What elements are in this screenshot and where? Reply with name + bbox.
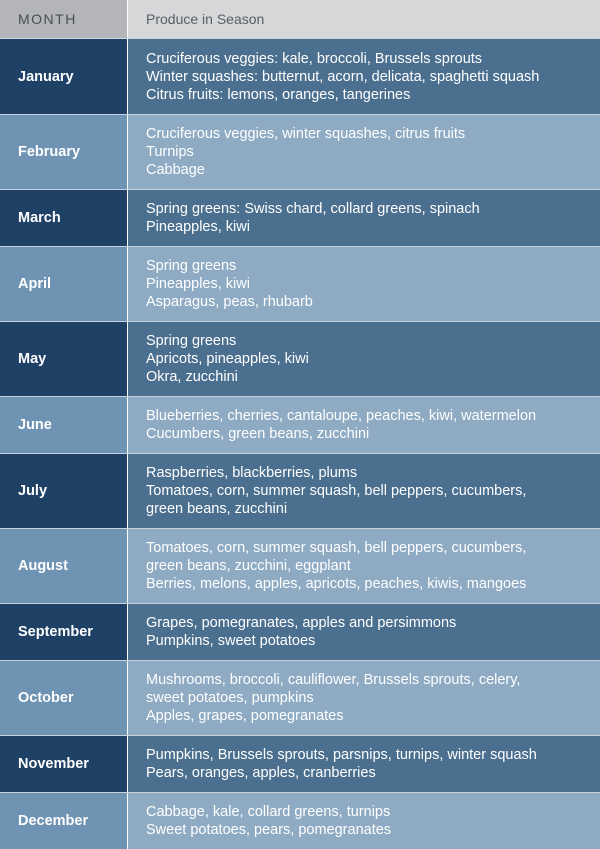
- month-cell: November: [0, 736, 127, 792]
- produce-cell: [128, 397, 600, 453]
- produce-line: Tomatoes, corn, summer squash, bell peppers, cucumbers,: [146, 483, 527, 499]
- produce-line: Turnips: [146, 144, 194, 160]
- table-row: [0, 114, 600, 189]
- produce-line: Berries, melons, apples, apricots, peaches, kiwis, mangoes: [146, 576, 527, 592]
- produce-line: green beans, zucchini: [146, 501, 288, 517]
- produce-line: sweet potatoes, pumpkins: [146, 690, 314, 706]
- produce-line: Cucumbers, green beans, zucchini: [146, 426, 370, 442]
- produce-line: Apples, grapes, pomegranates: [146, 708, 344, 724]
- produce-cell: [128, 529, 600, 603]
- produce-line: Grapes, pomegranates, apples and persimmons: [146, 615, 457, 631]
- produce-line: Pumpkins, sweet potatoes: [146, 633, 316, 649]
- produce-line: Pineapples, kiwi: [146, 276, 250, 292]
- produce-cell: [128, 736, 600, 792]
- month-cell: October: [0, 661, 127, 735]
- month-cell: September: [0, 604, 127, 660]
- produce-line: Mushrooms, broccoli, cauliflower, Brussels sprouts, celery,: [146, 672, 521, 688]
- produce-cell: [128, 39, 600, 114]
- produce-line: Asparagus, peas, rhubarb: [146, 294, 313, 310]
- month-cell: January: [0, 39, 127, 114]
- table-row: [0, 792, 600, 849]
- produce-line: green beans, zucchini, eggplant: [146, 558, 351, 574]
- table-row: [0, 38, 600, 114]
- produce-line: Cabbage, kale, collard greens, turnips: [146, 804, 391, 820]
- table-row: [0, 396, 600, 453]
- produce-line: Spring greens: [146, 333, 237, 349]
- month-cell: June: [0, 397, 127, 453]
- produce-line: Tomatoes, corn, summer squash, bell peppers, cucumbers,: [146, 540, 527, 556]
- produce-line: Pineapples, kiwi: [146, 219, 250, 235]
- produce-cell: [128, 604, 600, 660]
- produce-line: Citrus fruits: lemons, oranges, tangerines: [146, 86, 411, 103]
- table-row: [0, 735, 600, 792]
- produce-cell: [128, 661, 600, 735]
- produce-cell: [128, 190, 600, 246]
- table-row: [0, 246, 600, 321]
- produce-cell: [128, 115, 600, 189]
- table-row: [0, 189, 600, 246]
- month-cell: February: [0, 115, 127, 189]
- produce-line: Okra, zucchini: [146, 369, 238, 385]
- produce-cell: [128, 793, 600, 849]
- produce-line: Sweet potatoes, pears, pomegranates: [146, 822, 392, 838]
- produce-line: Cruciferous veggies, winter squashes, citrus fruits: [146, 126, 466, 142]
- produce-line: Cabbage: [146, 162, 205, 178]
- table-row: [0, 321, 600, 396]
- produce-line: Pears, oranges, apples, cranberries: [146, 765, 376, 781]
- table-body: [0, 38, 600, 849]
- table-row: [0, 603, 600, 660]
- produce-cell: [128, 454, 600, 528]
- produce-cell: [128, 247, 600, 321]
- produce-line: Winter squashes: butternut, acorn, delicata, spaghetti squash: [146, 68, 540, 85]
- produce-column-header: Produce in Season: [128, 0, 600, 38]
- produce-line: Spring greens: Swiss chard, collard greens, spinach: [146, 201, 480, 217]
- produce-cell: [128, 322, 600, 396]
- month-column-header: MONTH: [0, 0, 127, 38]
- month-cell: July: [0, 454, 127, 528]
- table-header: [0, 0, 600, 38]
- produce-line: Blueberries, cherries, cantaloupe, peaches, kiwi, watermelon: [146, 408, 537, 424]
- produce-line: Apricots, pineapples, kiwi: [146, 351, 309, 367]
- month-cell: March: [0, 190, 127, 246]
- table-row: [0, 528, 600, 603]
- table-row: [0, 660, 600, 735]
- month-cell: May: [0, 322, 127, 396]
- month-cell: December: [0, 793, 127, 849]
- produce-line: Pumpkins, Brussels sprouts, parsnips, turnips, winter squash: [146, 747, 537, 763]
- produce-line: Raspberries, blackberries, plums: [146, 465, 358, 481]
- table-row: [0, 453, 600, 528]
- month-cell: August: [0, 529, 127, 603]
- produce-line: Spring greens: [146, 258, 237, 274]
- month-cell: April: [0, 247, 127, 321]
- produce-line: Cruciferous veggies: kale, broccoli, Brussels sprouts: [146, 50, 483, 67]
